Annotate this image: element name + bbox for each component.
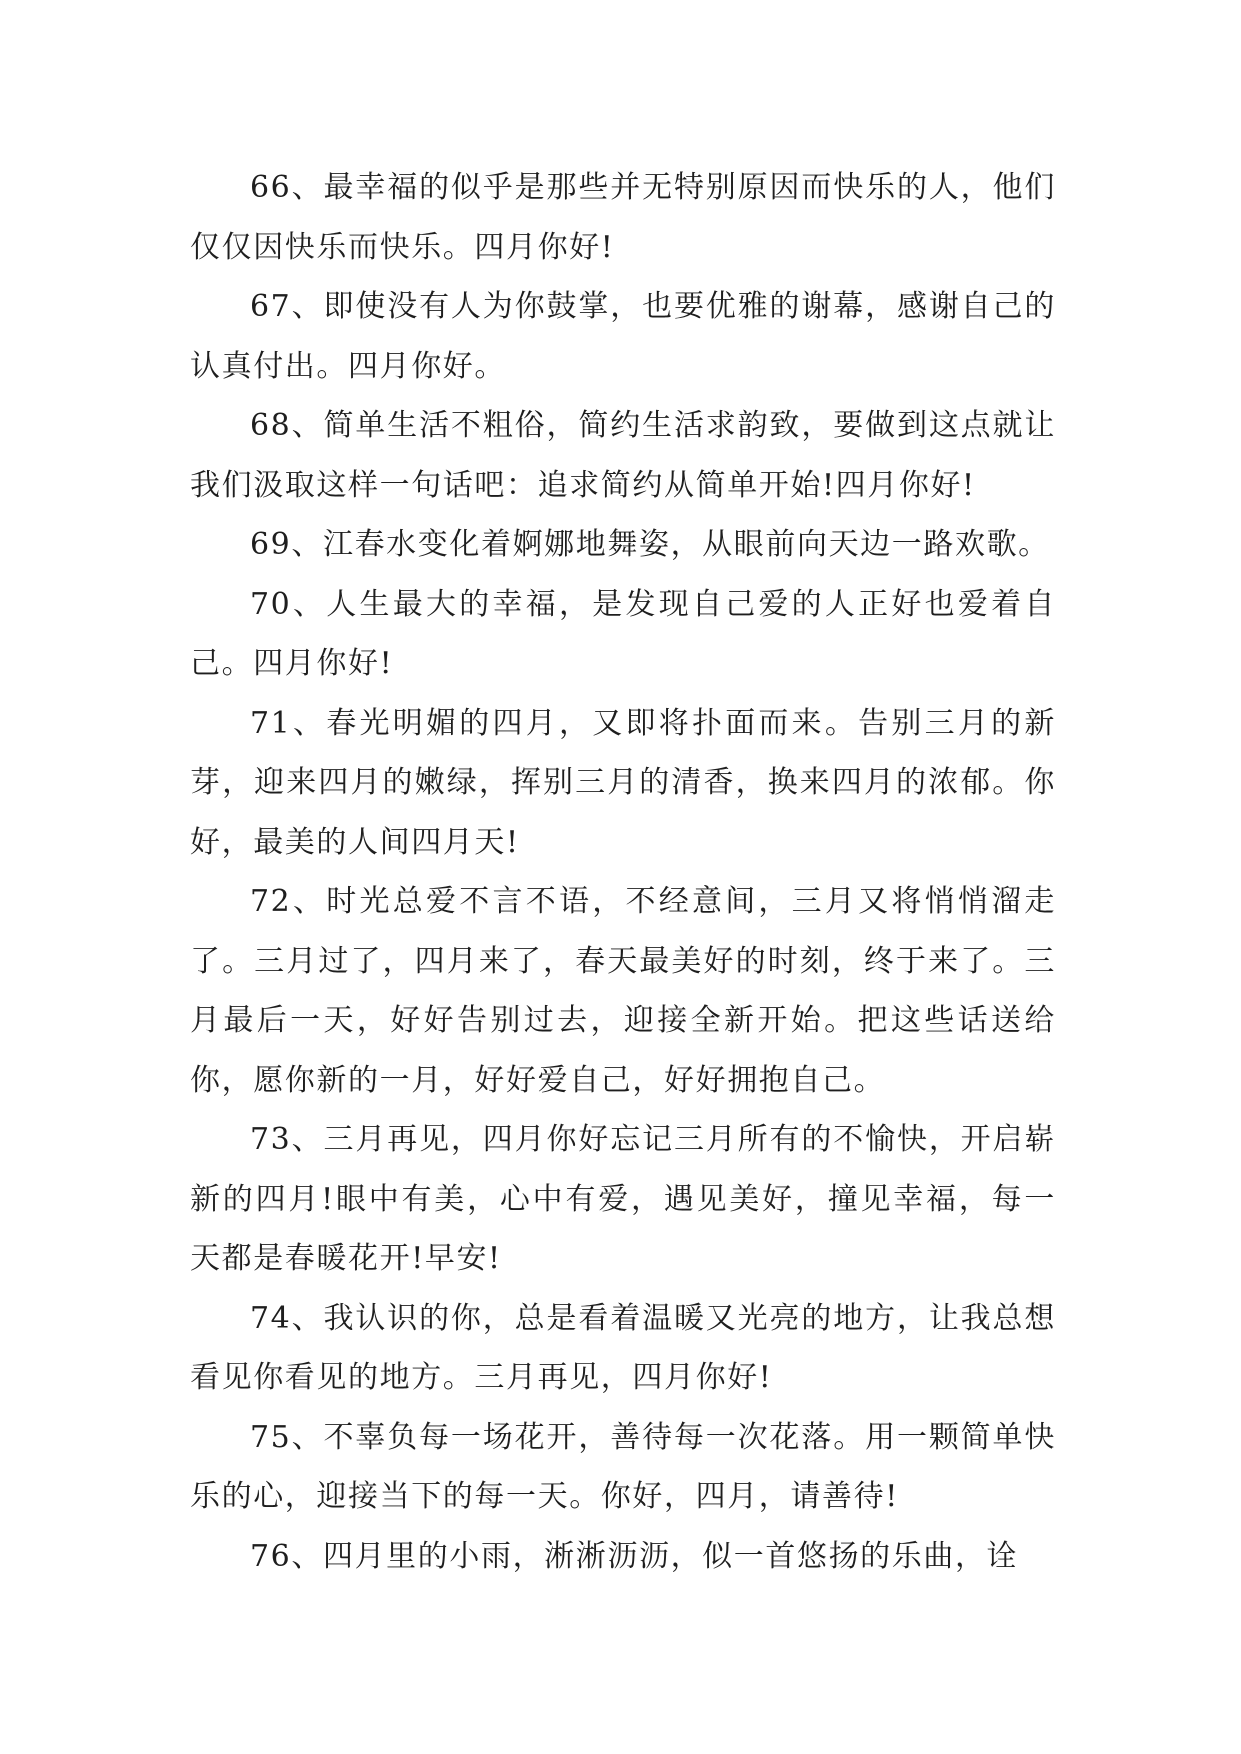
paragraph-72: 72、时光总爱不言不语，不经意间，三月又将悄悄溜走了。三月过了，四月来了，春天最美好的时刻，终于来了。三月最后一天，好好告别过去，迎接全新开始。把这些话送给你，愿你新的一月，好好爱自己，好好拥抱自己。 <box>190 884 1056 1098</box>
paragraph-68: 68、简单生活不粗俗，简约生活求韵致，要做到这点就让我们汲取这样一句话吧：追求简约从简单开始!四月你好! <box>190 408 1056 503</box>
paragraph-75: 75、不辜负每一场花开，善待每一次花落。用一颗简单快乐的心，迎接当下的每一天。你好，四月，请善待! <box>190 1419 1056 1514</box>
paragraph-76: 76、四月里的小雨，淅淅沥沥，似一首悠扬的乐曲，诠 <box>250 1538 1019 1574</box>
paragraph-69: 69、江春水变化着婀娜地舞姿，从眼前向天边一路欢歌。 <box>250 527 1050 562</box>
paragraph-71: 71、春光明媚的四月，又即将扑面而来。告别三月的新芽，迎来四月的嫩绿，挥别三月的清香，换来四月的浓郁。你好，最美的人间四月天! <box>190 705 1056 860</box>
paragraph-66: 66、最幸福的似乎是那些并无特别原因而快乐的人，他们仅仅因快乐而快乐。四月你好! <box>190 170 1056 265</box>
document-body <box>190 158 1056 1586</box>
paragraph-73: 73、三月再见，四月你好忘记三月所有的不愉快，开启崭新的四月!眼中有美，心中有爱，遇见美好，撞见幸福，每一天都是春暖花开!早安! <box>190 1122 1056 1276</box>
paragraph-74: 74、我认识的你，总是看着温暖又光亮的地方，让我总想看见你看见的地方。三月再见，四月你好! <box>190 1300 1056 1395</box>
paragraph-67: 67、即使没有人为你鼓掌，也要优雅的谢幕，感谢自己的认真付出。四月你好。 <box>190 289 1056 384</box>
paragraph-70: 70、人生最大的幸福，是发现自己爱的人正好也爱着自己。四月你好! <box>190 586 1056 681</box>
